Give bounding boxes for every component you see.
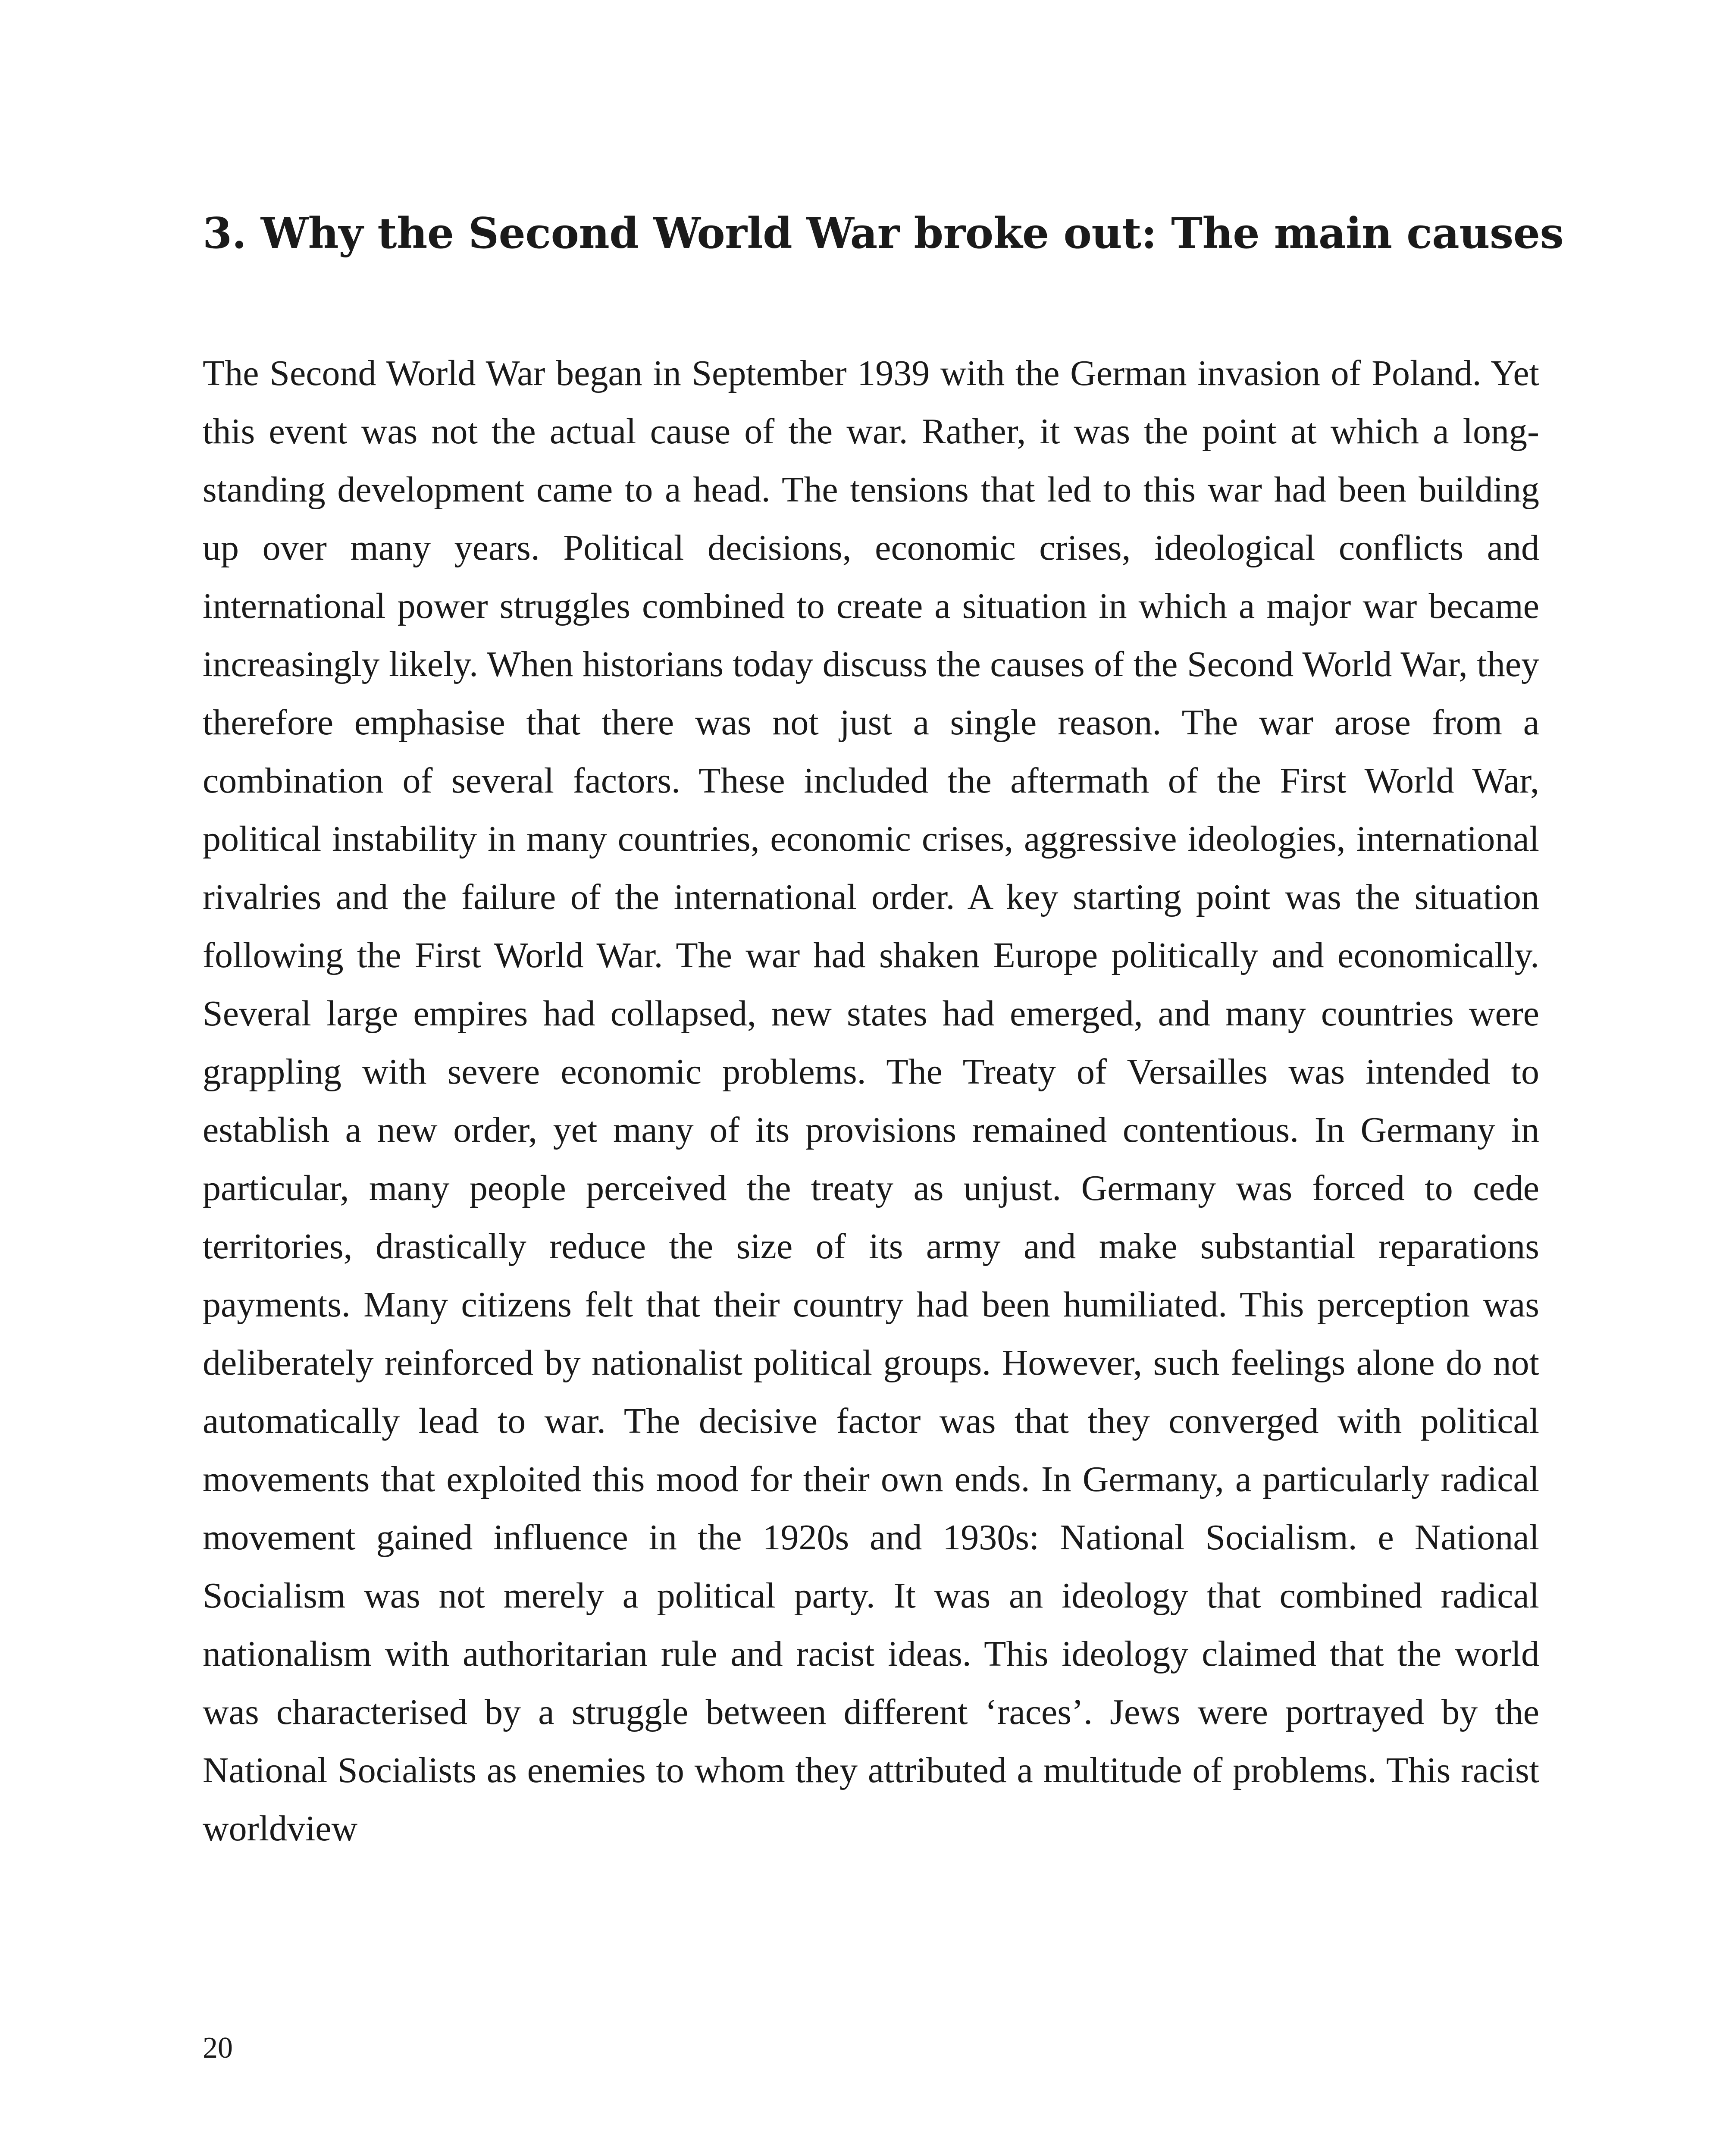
body-paragraph: The Second World War began in September 1939 with the German invasion of Poland. Yet this event was not the actual cause of the war. Rather, it was the point at which a long-standing development came to a head. The tensions that led to this war had been building up over many years. Political decisions, economic crises, ideological conflicts and international power struggles combined to create a situation in which a major war became increasingly likely. When historians today discuss the causes of the Second World War, they therefore emphasise that there was not just a single reason. The war arose from a combination of several factors. These included the aftermath of the First World War, political instability in many countries, economic crises, aggressive ideologies, international rivalries and the failure of the international order. A key starting point was the situation following the First World War. The war had shaken Europe politically and economically. Several large empires had collapsed, new states had emerged, and many countries were grappling with severe economic problems. The Treaty of Versailles was intended to establish a new order, yet many of its provisions remained contentious. In Germany in particular, many people perceived the treaty as unjust. Germany was forced to cede territories, drastically reduce the size of its army and make substantial reparations payments. Many citizens felt that their country had been humiliated. This perception was deliberately reinforced by nationalist political groups. However, such feelings alone do not automatically lead to war. The decisive factor was that they converged with political movements that exploited this mood for their own ends. In Germany, a particularly radical movement gained influence in the 1920s and 1930s: National Socialism. e National Socialism was not merely a political party. It was an ideology that combined radical nationalism with authoritarian rule and racist ideas. This ideology claimed that the world was characterised by a struggle between different ‘races’. Jews were portrayed by the National Socialists as enemies to whom they attributed a multitude of problems. This racist worldview <box>203 353 1539 1849</box>
chapter-title: 3. Why the Second World War broke out: The main causes <box>203 209 1564 258</box>
page-number: 20 <box>203 2031 233 2065</box>
